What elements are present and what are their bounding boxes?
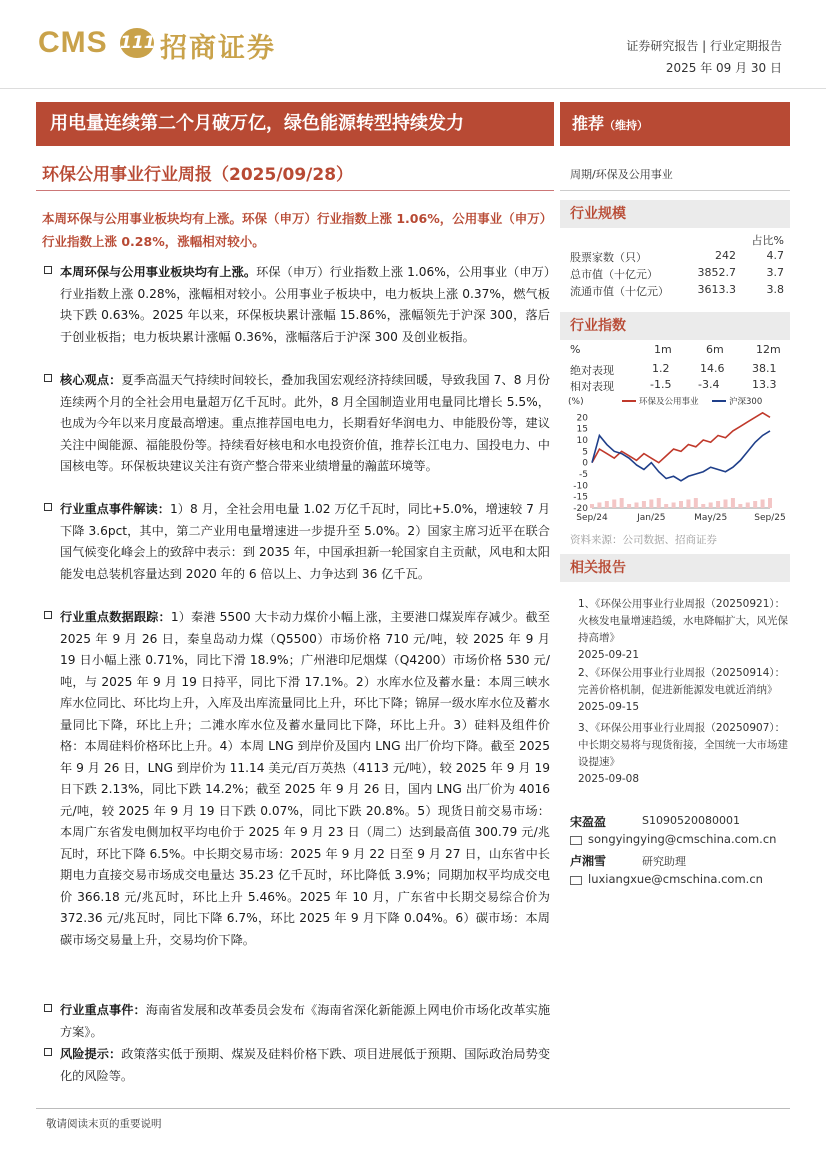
email-icon xyxy=(570,836,582,845)
volume-bar xyxy=(590,504,594,508)
report-subtitle: 环保公用事业行业周报（2025/09/28） xyxy=(42,165,354,185)
index-label: 相对表现 xyxy=(570,380,614,393)
related-report xyxy=(578,720,788,788)
scale-label: 流通市值（十亿元） xyxy=(570,285,669,298)
y-tick-label: -5 xyxy=(579,470,588,480)
volume-bar xyxy=(731,498,735,508)
volume-bar xyxy=(657,498,661,508)
index-chart xyxy=(562,394,790,528)
rating-label: 推荐 xyxy=(572,114,605,133)
volume-bar xyxy=(701,504,705,508)
bullet-text: 海南省发展和改革委员会发布《海南省深化新能源上网电价市场化改革实施方案》。 xyxy=(60,1003,551,1039)
scale-value: 3852.7 xyxy=(697,266,736,279)
volume-bar xyxy=(642,501,646,508)
analyst-certificate: S1090520080001 xyxy=(642,814,740,827)
bullet-heading: 核心观点： xyxy=(60,373,122,387)
volume-bar xyxy=(664,504,668,508)
bullet-heading: 本周环保与公用事业板块均有上涨。 xyxy=(60,265,257,279)
brand-logo-cms: CMS xyxy=(38,26,108,59)
scale-pct: 3.7 xyxy=(766,266,784,279)
volume-bar xyxy=(724,500,728,509)
footer-divider xyxy=(36,1108,790,1109)
related-report-date: 2025-09-15 xyxy=(578,701,640,713)
analyst-name: 卢湘雪 xyxy=(570,854,607,868)
index-value: 1.2 xyxy=(652,362,670,375)
related-report-date: 2025-09-08 xyxy=(578,773,640,785)
related-report-title: 3、《环保公用事业行业周报（20250907）：中长期交易将与现货衔接，全国统一大市场建设提速》 xyxy=(578,722,788,768)
scale-row xyxy=(570,283,788,297)
checkbox-icon xyxy=(44,266,52,274)
bullet-text: 1）秦港 5500 大卡动力煤价小幅上涨，主要港口煤炭库存减少。截至 2025 年 9 月 26 日，秦皇岛动力煤（Q5500）市场价格 710 元/吨，较 2025 年 9 月 19 日小幅上涨 0.71%，同比下滑 18.9%；广州港印尼烟煤（Q4200）市场价格 530 元/吨，与 2025 年 9 月 19 日持平，同比下滑 17.1%。2）水库水位及蓄水量：本周三峡水库水位同比、环比均上升，入库及出库流量同比上升，环比下降；锦屏一级水库水位及蓄水量同比下降，环比上升；二滩水库水位及蓄水量同比下降，环比上升。3）硅料及组件价格：本周硅料价格环比上升。4）本周 LNG 到岸价及国内 LNG 出厂价均下降。截至 2025 年 9 月 26 日，LNG 到岸价为 11.14 美元/百万英热（4113 元/吨），较 2025 年 9 月 19 日下跌 2.13%，同比下跌 14.2%；截至 2025 年 9 月 26 日，国内 LNG 出厂价为 4016 元/吨，较 2025 年 9 月 19 日下跌 0.07%，同比下跌 20.8%。5）现货日前交易市场：本周广东省发电侧加权平均电价于 2025 年 9 月 23 日（周二）达到最高值 300.79 元/兆瓦时，环比下降 6.5%。中长期交易市场：2025 年 9 月 22 日至 9 月 27 日，山东省中长期电力直接交易市场成交电量达 35.23 亿千瓦时，环比降低 3.9%；同期加权平均成交电价 366.18 元/兆瓦时，环比上升 5.46%。2025 年 10 月，广东省中长期交易综合价为 372.36 元/兆瓦时，同比下降 6.7%，环比 2025 年 9 月下降 0.04%。6）碳市场：本周碳市场交易量上升，交易均价下降。 xyxy=(60,610,550,947)
legend-label: 沪深300 xyxy=(729,397,763,407)
bullet-text: 夏季高温天气持续时间较长，叠加我国宏观经济持续回暖，导致我国 7、8 月份连续两个月的全社会用电量超万亿千瓦时。此外，8 月全国制造业用电量同比增长 5.5%，也成为今年以来月度最高增速。重点推荐国电电力，长期看好华润电力、申能股份等，建议关注中闽能源、福能股份等。持续看好核电和水电投资价值，推荐长江电力、国投电力、中国核电等。环保板块建议关注有资产整合带来业绩增量的瀚蓝环境等。 xyxy=(60,373,550,473)
email-icon xyxy=(570,876,582,885)
volume-bar xyxy=(620,498,624,508)
bullet-core-view xyxy=(44,370,550,478)
bullet-heading: 行业重点数据跟踪： xyxy=(60,610,171,624)
rating-note: （维持） xyxy=(604,119,649,132)
analyst-email[interactable]: luxiangxue@cmschina.com.cn xyxy=(588,872,763,886)
series-line xyxy=(592,431,770,481)
bullet-data-tracking xyxy=(44,607,550,951)
scale-unit-header xyxy=(570,232,788,246)
analyst-name: 宋盈盈 xyxy=(570,815,607,829)
index-value: 13.3 xyxy=(752,378,777,391)
scale-value: 3613.3 xyxy=(697,283,736,296)
report-date: 2025 年 09 月 30 日 xyxy=(665,61,782,75)
index-value: -1.5 xyxy=(650,378,672,391)
index-label: 绝对表现 xyxy=(570,364,614,377)
bullet-text: 1）8 月，全社会用电量 1.02 万亿千瓦时，同比+5.0%，增速较 7 月下降 3.6pct，其中，第二产业用电量增速进一步提升至 5.0%。2）国家主席习近平在联合国气候变化峰会上的致辞中表示：到 2035 年，中国承担新一轮国家自主贡献，风电和太阳能发电总装机容量达到 2020 年的 6 倍以上、力争达到 36 亿千瓦。 xyxy=(60,502,551,581)
y-tick-label: 15 xyxy=(576,424,588,435)
related-section-title: 相关报告 xyxy=(560,554,790,582)
index-row xyxy=(570,378,788,392)
volume-bar xyxy=(597,503,601,509)
volume-bar xyxy=(605,501,609,508)
index-value: 14.6 xyxy=(700,362,725,375)
bullet-key-events xyxy=(44,1000,550,1043)
volume-bar xyxy=(768,498,772,508)
scale-label: 总市值（十亿元） xyxy=(570,268,658,281)
volume-bar xyxy=(635,503,639,509)
report-title: 用电量连续第二个月破万亿，绿色能源转型持续发力 xyxy=(36,102,554,146)
industry-category: 周期/环保及公用事业 xyxy=(570,168,673,181)
volume-bar xyxy=(738,504,742,508)
scale-pct: 3.8 xyxy=(766,283,784,296)
checkbox-icon xyxy=(44,1004,52,1012)
brand-name: 招商证券 xyxy=(160,33,276,64)
checkbox-icon xyxy=(44,374,52,382)
index-header-row xyxy=(570,343,788,357)
footer-note: 敬请阅读末页的重要说明 xyxy=(46,1118,162,1130)
related-report-date: 2025-09-21 xyxy=(578,649,640,661)
index-value: 38.1 xyxy=(752,362,777,375)
related-report xyxy=(578,596,788,664)
bullet-heading: 风险提示： xyxy=(60,1047,122,1061)
index-header: 1m xyxy=(654,343,672,356)
related-report-title: 2、《环保公用事业行业周报（20250914）：完善价格机制，促进新能源发电就近消纳》 xyxy=(578,667,786,696)
volume-bar xyxy=(761,500,765,509)
volume-bar xyxy=(612,500,616,509)
index-header: 6m xyxy=(706,343,724,356)
category-divider xyxy=(560,190,790,191)
checkbox-icon xyxy=(44,1048,52,1056)
y-tick-label: -20 xyxy=(573,504,588,514)
bullet-text: 政策落实低于预期、煤炭及硅料价格下跌、项目进展低于预期、国际政治局势变化的风险等。 xyxy=(60,1047,551,1083)
volume-bar xyxy=(746,503,750,509)
bullet-weekly xyxy=(44,262,550,348)
subtitle-divider xyxy=(36,190,554,191)
scale-section-title: 行业规模 xyxy=(560,200,790,228)
y-tick-label: 5 xyxy=(582,447,588,458)
volume-bar xyxy=(709,503,713,509)
scale-row xyxy=(570,249,788,263)
bullet-events-analysis xyxy=(44,499,550,585)
analyst-email[interactable]: songyingying@cmschina.com.cn xyxy=(588,832,777,846)
bullet-heading: 行业重点事件： xyxy=(60,1003,146,1017)
series-line xyxy=(592,413,770,463)
volume-bar xyxy=(649,500,653,509)
lead-summary: 本周环保与公用事业板块均有上涨。环保（申万）行业指数上涨 1.06%，公用事业（申万）行业指数上涨 0.28%，涨幅相对较小。 xyxy=(42,211,546,249)
volume-bar xyxy=(716,501,720,508)
analyst-role: 研究助理 xyxy=(642,855,686,868)
x-tick-label: Sep/25 xyxy=(754,513,786,523)
scale-unit-label: 占比% xyxy=(751,234,784,247)
report-type: 证券研究报告 | 行业定期报告 xyxy=(626,39,782,53)
volume-bar xyxy=(679,501,683,508)
x-tick-label: May/25 xyxy=(694,513,728,523)
bullet-heading: 行业重点事件解读： xyxy=(60,502,170,516)
y-tick-label: -15 xyxy=(573,492,588,503)
volume-bar xyxy=(686,500,690,509)
volume-bar xyxy=(672,503,676,509)
index-header: 12m xyxy=(756,343,781,356)
checkbox-icon xyxy=(44,503,52,511)
y-tick-label: 0 xyxy=(582,458,588,469)
y-tick-label: 10 xyxy=(576,436,588,446)
index-value: -3.4 xyxy=(698,378,720,391)
related-report-title: 1、《环保公用事业行业周报（20250921）：火核发电量增速趋缓，水电降幅扩大，风光保持高增》 xyxy=(578,598,788,644)
scale-label: 股票家数（只） xyxy=(570,251,647,264)
volume-bar xyxy=(753,501,757,508)
bullet-risk xyxy=(44,1044,550,1087)
volume-bar xyxy=(627,504,631,508)
y-tick-label: 20 xyxy=(576,413,588,424)
related-report xyxy=(578,665,788,716)
volume-bar xyxy=(694,498,698,508)
y-tick-label: -10 xyxy=(573,481,588,492)
brand-logo-badge-icon: 111 xyxy=(120,28,154,58)
y-axis-label: (%) xyxy=(568,397,584,407)
header-divider xyxy=(0,88,826,89)
scale-row xyxy=(570,266,788,280)
bullet-text: 环保（申万）行业指数上涨 1.06%，公用事业（申万）行业指数上涨 0.28%，涨幅相对较小。公用事业子板块中，电力板块上涨 0.37%，燃气板块下跌 0.63%。2025 年以来，环保板块累计涨幅 15.86%，涨幅领先于沪深 300，落后于创业板指；电力板块累计涨幅 0.36%，涨幅落后于沪深 300 及创业板指。 xyxy=(60,265,551,344)
legend-label: 环保及公用事业 xyxy=(639,397,699,407)
index-header: % xyxy=(570,343,581,356)
checkbox-icon xyxy=(44,611,52,619)
index-section-title: 行业指数 xyxy=(560,312,790,340)
index-row xyxy=(570,362,788,376)
x-tick-label: Sep/24 xyxy=(576,513,608,523)
rating-box xyxy=(560,102,790,146)
chart-source: 资料来源：公司数据、招商证券 xyxy=(570,534,717,546)
scale-pct: 4.7 xyxy=(766,249,784,262)
x-tick-label: Jan/25 xyxy=(637,513,666,523)
scale-value: 242 xyxy=(715,249,736,262)
